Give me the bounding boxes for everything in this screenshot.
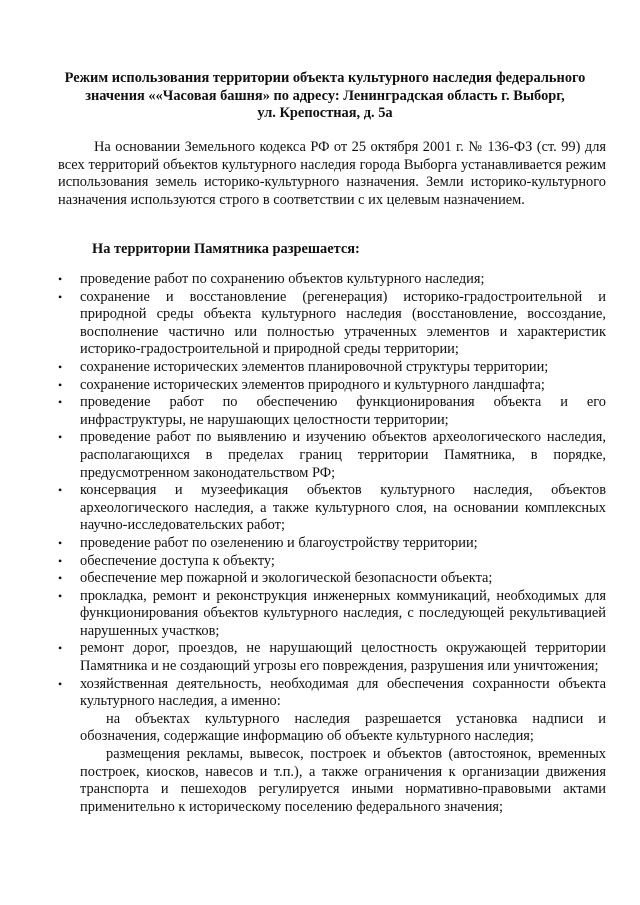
bullet-icon: • xyxy=(58,641,63,656)
bullet-icon: • xyxy=(58,272,63,286)
bullet-icon: • xyxy=(58,571,63,586)
list-item-text: проведение работ по выявлению и изучению объектов археологического наследия, располагающихся в пределах границ территории Памятника, в порядке, предусмотренном законодательством РФ; xyxy=(80,429,606,481)
bullet-icon: • xyxy=(58,676,63,691)
section-heading: На территории Памятника разрешается: xyxy=(92,241,360,257)
list-item xyxy=(58,429,606,482)
bullet-icon: • xyxy=(58,430,63,445)
sub-paragraph: размещения рекламы, вывесок, построек и объектов (автостоянок, временных построек, киосков, навесов и т.п.), а также ограничения к организации движения транспорта и пешеходов регулируется иными нормативно-правовыми актами применительно к историческому поселению федерального значения; xyxy=(80,746,606,815)
bullet-icon: • xyxy=(58,483,63,498)
list-item xyxy=(58,271,606,289)
list-item-text: ремонт дорог, проездов, не нарушающий целостность окружающей территории Памятника и не создающий угрозы его повреждения, разрушения или уничтожения; xyxy=(80,640,606,675)
list-item xyxy=(58,376,606,395)
title-line-1: Режим использования территории объекта культурного наследия федерального xyxy=(64,70,586,86)
list-item xyxy=(58,288,606,359)
title-line-2: значения ««Часовая башня» по адресу: Ленинградская область г. Выборг, xyxy=(85,87,565,104)
list-item-text: сохранение и восстановление (регенерация) историко-градостроительной и природной среды объекта культурного наследия (восстановление, воссоздание, восполнение частично или полностью утраченных элементов и характеристик историко-градостроительной и природной среды территории; xyxy=(80,288,606,358)
bullet-icon: • xyxy=(58,535,63,550)
sub-paragraph: на объектах культурного наследия разрешается установка надписи и обозначения, содержащие информацию об объекте культурного наследия; xyxy=(80,710,606,745)
bullet-icon: • xyxy=(58,289,63,304)
list-item xyxy=(58,394,606,429)
bullet-icon: • xyxy=(58,395,63,410)
title-line-3: ул. Крепостная, д. 5а xyxy=(257,105,393,122)
list-item xyxy=(58,675,606,817)
bullet-icon: • xyxy=(58,588,63,603)
bullet-icon: • xyxy=(58,377,63,392)
list-item xyxy=(58,482,606,535)
permitted-list xyxy=(58,271,606,816)
list-item-text: проведение работ по сохранению объектов культурного наследия; xyxy=(80,271,485,287)
document-title xyxy=(50,70,600,123)
list-item xyxy=(58,552,606,571)
intro-paragraph: На основании Земельного кодекса РФ от 25 октября 2001 г. № 136-ФЗ (ст. 99) для всех территорий объектов культурного наследия города Выборга устанавливается режим использования земель историко-культурного назначения. Земли историко-культурного назначения используются строго в соответствии с их целевым назначением. xyxy=(58,139,606,208)
list-item-text: обеспечение мер пожарной и экологической безопасности объекта; xyxy=(80,570,493,587)
list-item-text: консервация и музеефикация объектов культурного наследия, объектов археологического наследия, а также культурного слоя, на основании комплексных научно-исследовательских работ; xyxy=(80,482,606,534)
list-item-text: хозяйственная деятельность, необходимая для обеспечения сохранности объекта культурного наследия, а именно: xyxy=(80,675,606,710)
list-item xyxy=(58,358,606,377)
list-item-text: сохранение исторических элементов природного и культурного ландшафта; xyxy=(80,376,545,393)
list-item-text: прокладка, ремонт и реконструкция инженерных коммуникаций, необходимых для функционирования объектов культурного наследия, с последующей рекультивацией нарушенных участков; xyxy=(80,587,606,639)
list-item-text: сохранение исторических элементов планировочной структуры территории; xyxy=(80,358,549,375)
list-item xyxy=(58,587,606,641)
bullet-icon: • xyxy=(58,359,63,374)
list-item xyxy=(58,570,606,588)
list-item xyxy=(58,640,606,675)
bullet-icon: • xyxy=(58,553,63,568)
list-item-text: проведение работ по озеленению и благоустройству территории; xyxy=(80,534,478,551)
list-item xyxy=(58,534,606,553)
list-item-text: проведение работ по обеспечению функционирования объекта и его инфраструктуры, не нарушающих целостности территории; xyxy=(80,394,606,428)
list-item-text: обеспечение доступа к объекту; xyxy=(80,552,275,569)
